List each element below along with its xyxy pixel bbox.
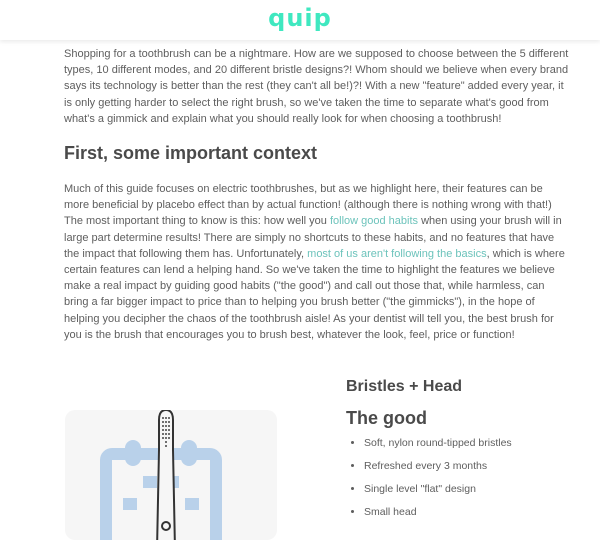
bristles-section: [346, 378, 586, 529]
list-item: • Soft, nylon round-tipped bristles: [364, 437, 586, 450]
context-text-1: Much of this guide focuses on electric toothbrushes, but as we highlight here, their features can be more beneficial by placebo effect than by actual function! (although there is nothing wrong with that!) The most important thing to know is this: how well you: [64, 183, 552, 228]
list-item: • Small head: [364, 506, 586, 519]
following-basics-link[interactable]: most of us aren't following the basics: [307, 247, 487, 260]
toothbrush-illustration-card: [65, 410, 277, 540]
section-subtitle: The good: [346, 408, 427, 428]
list-item: • Single level "flat" design: [364, 483, 586, 496]
list-item: • Refreshed every 3 months: [364, 460, 586, 473]
toothbrush-calendar-illustration: [65, 410, 277, 540]
section-title: Bristles + Head: [346, 378, 463, 395]
article-content: [64, 46, 569, 343]
context-text-3: , which is where certain features can lend a helping hand. So we've taken the time to highlight the features we believe make a real impact by guiding good habits ("the good") and call out those that, while harmless, can bring a far bigger impact to price than to helping you brush better ("the gimmicks"), in the hope of helping you decipher the chaos of the toothbrush aisle! As your dentist will tell you, the best brush for you is the brush that encourages you to brush best, whatever the look, feel, price or function!: [64, 247, 565, 341]
context-paragraph: [64, 181, 569, 343]
site-header: [0, 0, 600, 40]
good-features-list: [346, 437, 586, 519]
context-text-2: when using your brush will in large part determine results! There are simply no shortcuts to these habits, and no features that have the impact that following them has. Unfortunately,: [64, 215, 562, 260]
intro-paragraph: Shopping for a toothbrush can be a nightmare. How are we supposed to choose between the 5 different types, 10 different modes, and 20 different bristle designs?! Whom should we believe when every brand says its technology is better than the rest (they can't all be!)?! With a new "feature" added every year, it is only getting harder to select the right brush, so we've taken the time to separate what's good from what's a gimmick and explain what you should really look for when choosing a toothbrush!: [64, 48, 569, 125]
context-heading: First, some important context: [64, 143, 318, 164]
follow-good-habits-link[interactable]: follow good habits: [329, 215, 419, 228]
quip-logo[interactable]: quip: [268, 4, 332, 32]
